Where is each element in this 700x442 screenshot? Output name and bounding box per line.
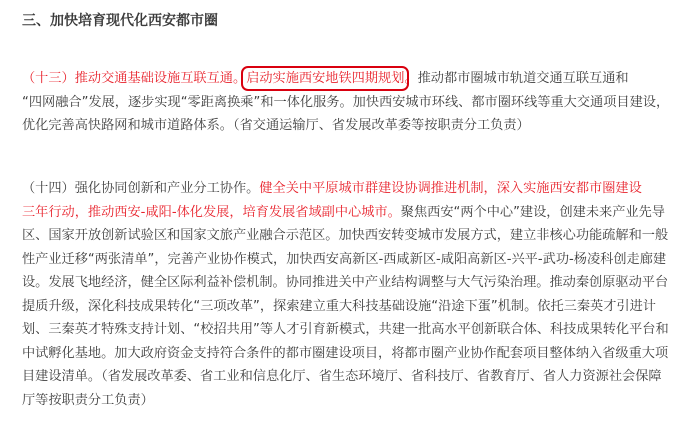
highlighted-text: 启动实施西安地铁四期规划 (246, 71, 405, 86)
text-segment: 性产业迁移“两张清单”，完善产业协作模式，加快西安高新区-西咸新区-咸阳高新区-兴平-武功-杨凌科创走廊建 (22, 251, 667, 267)
section-heading: 三、加快培育现代化西安都市圈 (22, 13, 218, 29)
paragraph-line (22, 342, 682, 366)
text-segment: 优化完善高快路网和城市道路体系。（省交通运输厅、省发展改革委等按职责分工负责） (22, 118, 530, 133)
text-segment: 设。发展飞地经济，健全区际利益补偿机制。协同推进关中产业结构调整与大气污染治理。推动秦创原驱动平台 (22, 275, 669, 290)
text-segment: 推动都市圈城市轨道交通互联互通和 (417, 71, 629, 86)
paragraph-line (22, 177, 682, 201)
paragraph-14 (22, 177, 682, 412)
text-segment: （十三）推动交通基础设施互联互通。 (22, 71, 247, 86)
text-segment: “四网融合”发展，逐步实现“零距离换乘”和一体化服务。加快西安城市环线、都市圈环线等重大交通项目建设， (22, 94, 670, 110)
text-segment: 区、国家开放创新试验区和国家文旅产业融合示范区。加快西安转变城市发展方式，建立非核心功能疏解和一般 (22, 228, 669, 243)
paragraph-line (22, 271, 682, 295)
text-segment: 聚焦西安“两个中心”建设，创建未来产业先导 (400, 204, 665, 220)
text-segment: 提质升级，深化科技成果转化“三项改革”，探索建立重大科技基础设施“沿途下蛋”机制。依托三秦英才引进计 (22, 298, 656, 314)
paragraph-line (22, 114, 682, 138)
paragraph-line (22, 318, 682, 342)
paragraph-line (22, 201, 682, 225)
paragraph-13 (22, 67, 682, 138)
text-segment: 目建设清单。（省发展改革委、省工业和信息化厅、省生态环境厅、省科技厅、省教育厅、省人力资源社会保障 (22, 369, 662, 384)
paragraph-line (22, 67, 682, 91)
text-segment: （十四）强化协同创新和产业分工协作。 (22, 181, 260, 196)
text-segment: 三年行动，推动西安-咸阳-体化发展，培育发展省域副中心城市。 (22, 204, 401, 220)
paragraph-line (22, 248, 682, 272)
paragraph-line (22, 295, 682, 319)
paragraph-line (22, 365, 682, 389)
paragraph-line (22, 224, 682, 248)
text-segment: 厅等按职责分工负责） (22, 392, 154, 408)
paragraph-line (22, 91, 682, 115)
text-segment: 健全关中平原城市群建设协调推进机制，深入实施西安都市圈建设 (259, 181, 642, 196)
text-segment: 。 (404, 71, 418, 86)
paragraph-line (22, 389, 682, 413)
text-segment: 中试孵化基地。加大政府资金支持符合条件的都市圈建设项目，将都市圈产业协作配套项目整体纳入省级重大项 (22, 345, 669, 361)
text-segment: 划、三秦英才特殊支持计划、“校招共用”等人才引育新模式，共建一批高水平创新联合体、科技成果转化平台和 (22, 322, 669, 337)
